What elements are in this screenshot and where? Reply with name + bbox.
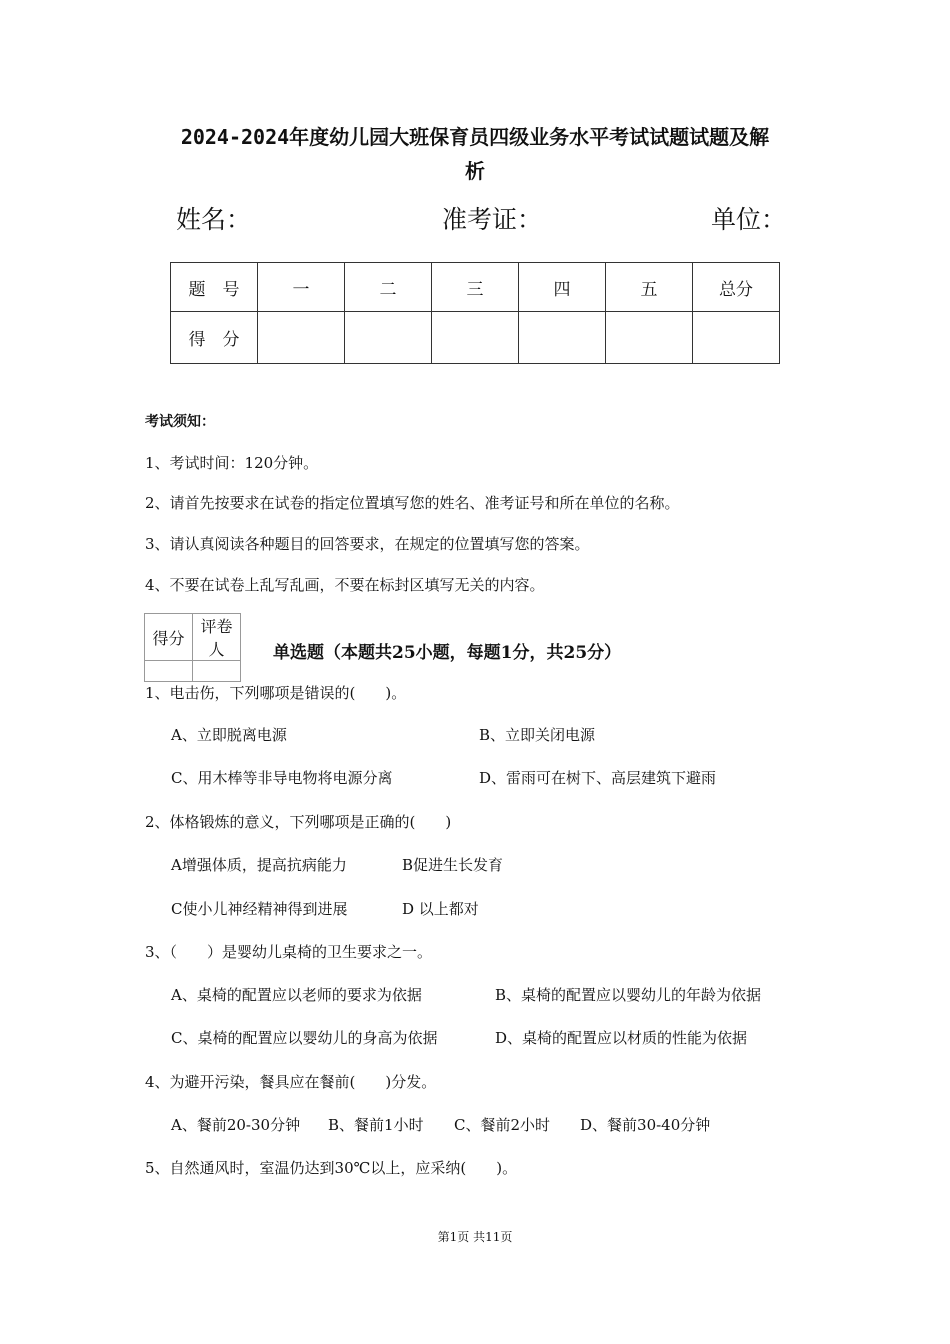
score-cell[interactable]	[345, 312, 432, 364]
score-cell[interactable]	[606, 312, 693, 364]
unit-field-label: 单位：	[711, 205, 787, 234]
option-c: C、用木棒等非导电物将电源分离	[171, 769, 393, 787]
option-c: C、餐前2小时	[454, 1116, 551, 1134]
notice-item: 3、请认真阅读各种题目的回答要求，在规定的位置填写您的答案。	[145, 535, 590, 553]
option-b: B促进生长发育	[402, 856, 504, 874]
candidate-fields	[0, 200, 950, 240]
score-table	[170, 262, 780, 364]
score-row-label: 得 分	[171, 312, 258, 364]
score-table-header-cell: 四	[519, 263, 606, 312]
option-d: D、桌椅的配置应以材质的性能为依据	[495, 1029, 748, 1047]
score-table-header-cell: 总分	[693, 263, 780, 312]
question-stem: 4、为避开污染，餐具应在餐前( )分发。	[145, 1073, 437, 1091]
notice-item: 4、不要在试卷上乱写乱画，不要在标封区填写无关的内容。	[145, 576, 545, 594]
option-b: B、桌椅的配置应以婴幼儿的年龄为依据	[495, 986, 762, 1004]
grader-score-cell[interactable]	[145, 661, 193, 682]
score-table-header-row	[171, 263, 780, 312]
option-d: D 以上都对	[402, 900, 479, 918]
option-a: A、餐前20-30分钟	[171, 1116, 301, 1134]
question-stem: 1、电击伤，下列哪项是错误的( )。	[145, 684, 407, 702]
option-a: A、桌椅的配置应以老师的要求为依据	[171, 986, 422, 1004]
question-stem: 3、（ ）是婴幼儿桌椅的卫生要求之一。	[145, 943, 433, 961]
grader-reviewer-cell[interactable]	[193, 661, 241, 682]
score-table-score-row	[171, 312, 780, 364]
option-a: A增强体质，提高抗病能力	[171, 856, 347, 874]
title-line-1: 2024-2024年度幼儿园大班保育员四级业务水平考试试题试题及解	[180, 125, 770, 149]
score-cell[interactable]	[432, 312, 519, 364]
notice-item: 1、考试时间：120分钟。	[145, 454, 319, 472]
score-cell[interactable]	[693, 312, 780, 364]
score-table-header-cell: 三	[432, 263, 519, 312]
question-stem: 2、体格锻炼的意义，下列哪项是正确的( )	[145, 813, 452, 831]
score-table-header-cell: 一	[258, 263, 345, 312]
option-c: C使小儿神经精神得到进展	[171, 900, 348, 918]
grader-score-label: 得分	[145, 614, 193, 661]
option-d: D、雷雨可在树下、高层建筑下避雨	[479, 769, 717, 787]
notice-item: 2、请首先按要求在试卷的指定位置填写您的姓名、准考证号和所在单位的名称。	[145, 494, 680, 512]
option-b: B、立即关闭电源	[479, 726, 596, 744]
option-a: A、立即脱离电源	[171, 726, 287, 744]
option-c: C、桌椅的配置应以婴幼儿的身高为依据	[171, 1029, 438, 1047]
page-title	[120, 120, 830, 188]
grader-box	[144, 613, 241, 682]
section-title: 单选题（本题共25小题，每题1分，共25分）	[273, 643, 622, 663]
question-stem: 5、自然通风时，室温仍达到30℃以上，应采纳( )。	[145, 1159, 518, 1177]
exam-id-field-label: 准考证：	[442, 205, 543, 234]
score-table-header-cell: 五	[606, 263, 693, 312]
score-table-header-cell: 二	[345, 263, 432, 312]
title-line-2: 析	[465, 159, 485, 183]
option-b: B、餐前1小时	[328, 1116, 424, 1134]
grader-reviewer-label: 评卷人	[193, 614, 241, 661]
name-field-label: 姓名：	[176, 205, 252, 234]
score-cell[interactable]	[258, 312, 345, 364]
notice-heading: 考试须知：	[145, 414, 215, 430]
score-cell[interactable]	[519, 312, 606, 364]
score-table-header-cell: 题 号	[171, 263, 258, 312]
page-footer: 第1页 共11页	[437, 1230, 513, 1244]
option-d: D、餐前30-40分钟	[580, 1116, 711, 1134]
